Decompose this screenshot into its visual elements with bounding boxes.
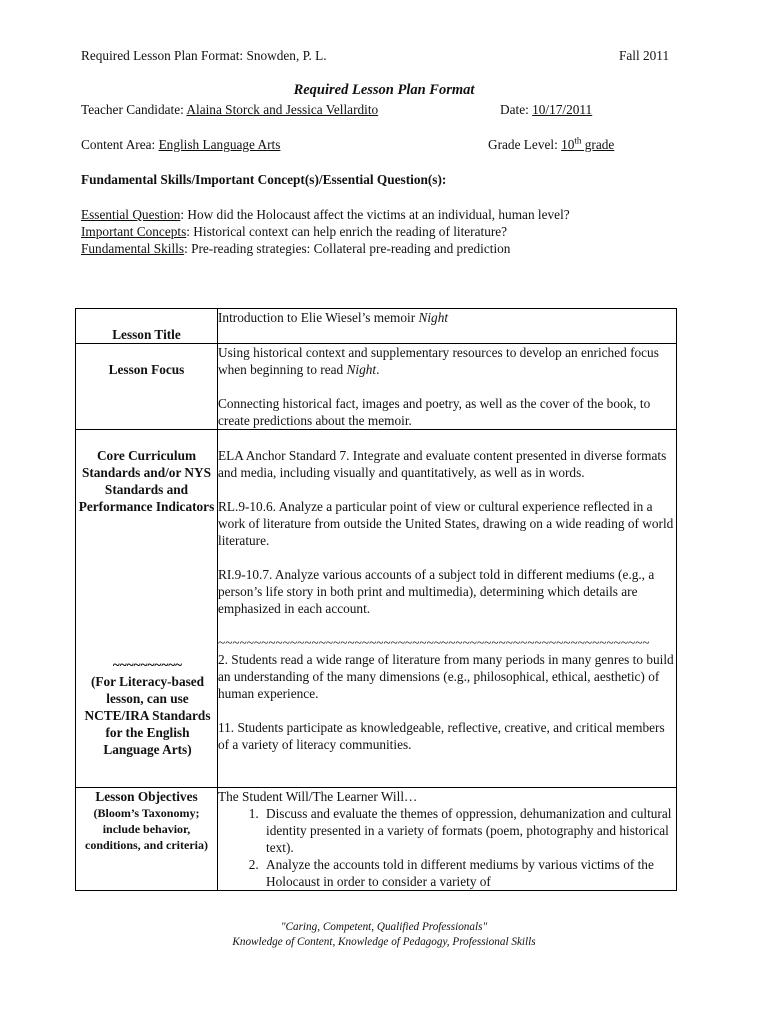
lesson-focus-paragraph-2: Connecting historical fact, images and poetry, as well as the cover of the book, to create predictions about the memoir. — [218, 396, 651, 428]
lesson-focus-paragraph-1 — [218, 344, 676, 378]
literacy-label: (For Literacy-based lesson, can use NCTE/IRA Standards for the English Language Arts) — [84, 674, 211, 757]
content-area-line — [81, 136, 280, 153]
core-standard-1: ELA Anchor Standard 7. Integrate and evaluate content presented in diverse formats and media, including visually and quantitatively, as well as in words. — [218, 448, 667, 480]
lesson-title-cell — [218, 309, 677, 344]
date-line — [500, 101, 592, 118]
grade-number: 10 — [561, 137, 575, 152]
objective-item: 1. Discuss and evaluate the themes of oppression, dehumanization and cultural identity presented in a variety of formats (poem, photography and historical text). — [262, 805, 676, 856]
grade-value — [561, 137, 614, 152]
date-label: Date: — [500, 102, 533, 117]
literacy-divider: ~~~~~~~~~~~~~~~~~~~~~~~~~~~~~~~~~~~~~~~~~~~~~~~~~~~~~~~~~~~~ — [218, 635, 650, 650]
important-concepts-text: : Historical context can help enrich the reading of literature? — [186, 224, 508, 239]
objective-item: 2. Analyze the accounts told in different mediums by various victims of the Holocaust in order to consider a variety of — [262, 856, 676, 890]
grade-suffix: th — [574, 135, 582, 146]
core-standard-2: RL.9-10.6. Analyze a particular point of view or cultural experience reflected in a work of literature from outside the United States, drawing on a wide reading of world literature. — [218, 499, 674, 548]
row-lesson-focus — [76, 344, 677, 430]
grade-level-line — [488, 136, 614, 153]
date-value: 10/17/2011 — [532, 102, 593, 117]
lesson-focus-italic: Night — [346, 362, 377, 377]
grade-label: Grade Level: — [488, 137, 562, 152]
fundamental-skills-line — [81, 240, 510, 257]
essential-question-line — [81, 206, 570, 223]
fundamental-skills-label: Fundamental Skills — [81, 241, 185, 256]
lesson-objectives-title: Lesson Objectives — [95, 789, 198, 804]
lesson-plan-table — [75, 308, 677, 891]
fundamental-skills-text: : Pre-reading strategies: Collateral pre-reading and prediction — [184, 241, 511, 256]
essential-question-label: Essential Question — [81, 207, 181, 222]
lesson-title-italic: Night — [418, 310, 449, 325]
lesson-objectives-subtitle: (Bloom’s Taxonomy; include behavior, conditions, and criteria) — [85, 806, 208, 852]
header-right: Fall 2011 — [619, 48, 670, 63]
lesson-title-label: Lesson Title — [76, 309, 218, 344]
page-title: Required Lesson Plan Format — [293, 82, 475, 98]
lesson-focus-label: Lesson Focus — [76, 344, 218, 430]
essential-question-text: : How did the Holocaust affect the victims at an individual, human level? — [180, 207, 570, 222]
lesson-focus-period: . — [376, 362, 380, 377]
core-standard-3: RI.9-10.7. Analyze various accounts of a subject told in different mediums (e.g., a person’s life story in both print and multimedia), determining which details are emphasized in each account. — [218, 567, 655, 616]
row-lesson-objectives — [76, 788, 677, 891]
grade-word: grade — [581, 137, 615, 152]
teacher-value: Alaina Storck and Jessica Vellardito — [186, 102, 379, 117]
lesson-objectives-label — [76, 788, 218, 891]
lesson-focus-text-1: Using historical context and supplementary resources to develop an enriched focus when beginning to read — [218, 345, 659, 377]
footer-motto: "Caring, Competent, Qualified Professionals" — [280, 921, 488, 933]
literacy-standard-11: 11. Students participate as knowledgeable, reflective, creative, and critical members of a variety of literacy communities. — [218, 720, 665, 752]
footer-tagline: Knowledge of Content, Knowledge of Pedagogy, Professional Skills — [232, 936, 536, 948]
content-value: English Language Arts — [158, 137, 281, 152]
row-lesson-title — [76, 309, 677, 344]
objectives-list — [218, 805, 676, 890]
objectives-intro: The Student Will/The Learner Will… — [218, 789, 418, 804]
literacy-tilde: ~~~~~~~~~~ — [112, 657, 183, 672]
literacy-label-block — [76, 656, 219, 758]
content-label: Content Area: — [81, 137, 159, 152]
lesson-focus-cell — [218, 344, 677, 430]
important-concepts-label: Important Concepts — [81, 224, 187, 239]
teacher-label: Teacher Candidate: — [81, 102, 187, 117]
lesson-objectives-cell — [218, 788, 677, 891]
teacher-candidate-line — [81, 101, 378, 118]
literacy-standard-2: 2. Students read a wide range of literature from many periods in many genres to build an understanding of the many dimensions (e.g., philosophical, ethical, aesthetic) of human experience. — [218, 652, 674, 701]
header-left: Required Lesson Plan Format: Snowden, P. L. — [81, 48, 327, 63]
important-concepts-line — [81, 223, 507, 240]
core-curriculum-label: Core Curriculum Standards and/or NYS Standards and Performance Indicators — [76, 430, 218, 788]
fundamental-heading: Fundamental Skills/Important Concept(s)/Essential Question(s): — [81, 172, 447, 187]
lesson-title-text: Introduction to Elie Wiesel’s memoir — [218, 310, 419, 325]
core-curriculum-cell — [218, 430, 677, 788]
